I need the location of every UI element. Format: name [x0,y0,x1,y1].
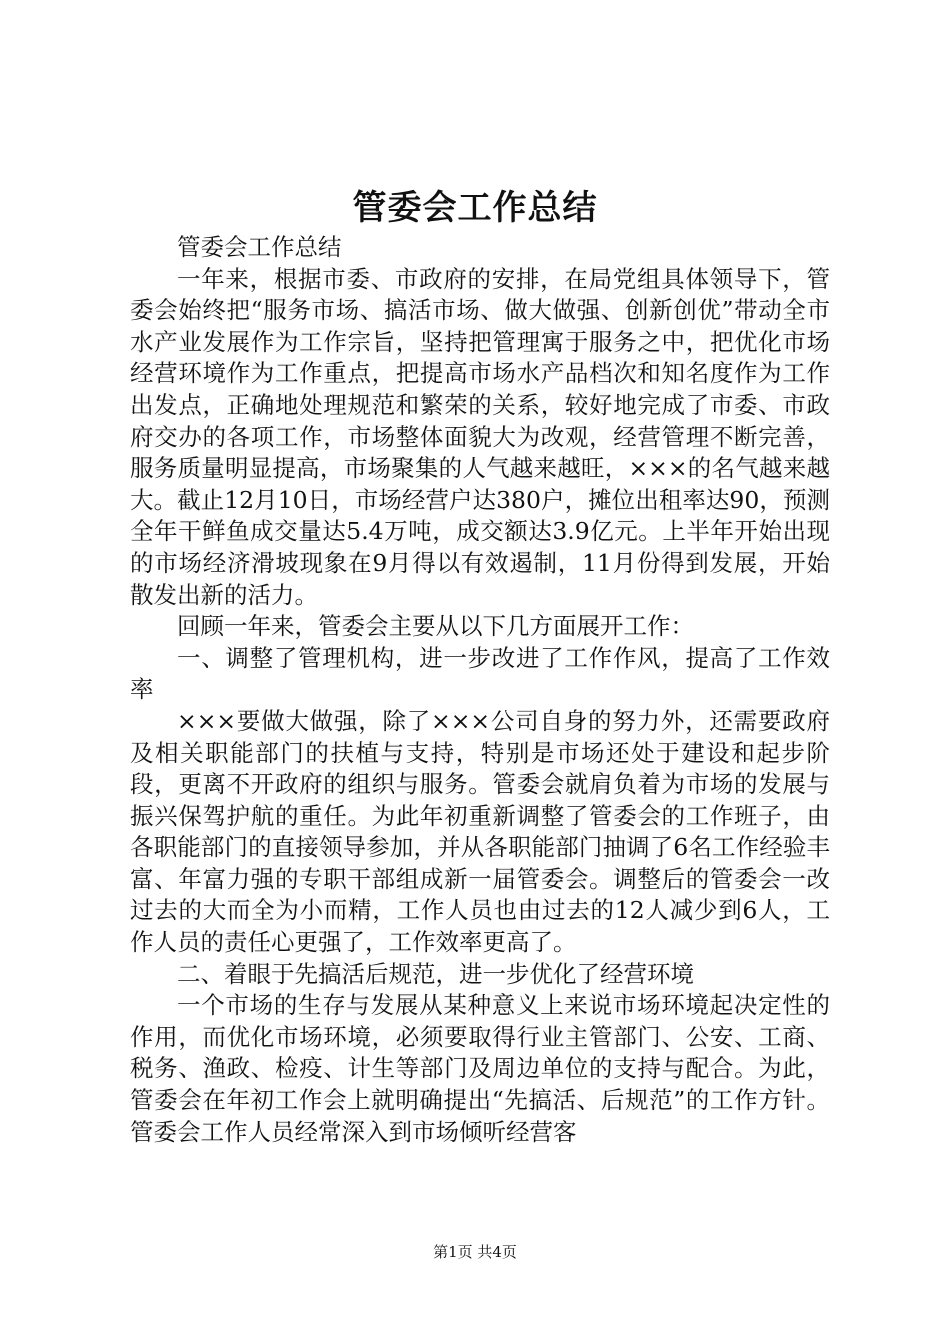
paragraph-section-2: 一个市场的生存与发展从某种意义上来说市场环境起决定性的作用，而优化市场环境，必须要取得行业主管部门、公安、工商、税务、渔政、检疫、计生等部门及周边单位的支持与配合。为此，管委会在年初工作会上就明确提出“先搞活、后规范”的工作方针。管委会工作人员经常深入到市场倾听经营客 [130,991,830,1146]
document-body [130,232,830,1148]
paragraph-section-1: ×××要做大做强，除了×××公司自身的努力外，还需要政府及相关职能部门的扶植与支持，特别是市场还处于建设和起步阶段，更离不开政府的组织与服务。管委会就肩负着为市场的发展与振兴保驾护航的重任。为此年初重新调整了管委会的工作班子，由各职能部门的直接领导参加，并从各职能部门抽调了6名工作经验丰富、年富力强的专职干部组成新一届管委会。调整后的管委会一改过去的大而全为小而精，工作人员也由过去的12人减少到6人，工作人员的责任心更强了，工作效率更高了。 [130,706,830,957]
section-heading-1: 一、调整了管理机构，进一步改进了工作作风，提高了工作效率 [130,643,830,704]
paragraph-overview: 一年来，根据市委、市政府的安排，在局党组具体领导下，管委会始终把“服务市场、搞活市场、做大做强、创新创优”带动全市水产业发展作为工作宗旨，坚持把管理寓于服务之中，把优化市场经营环境作为工作重点，把提高市场水产品档次和知名度作为工作出发点，正确地处理规范和繁荣的关系，较好地完成了市委、市政府交办的各项工作，市场整体面貌大为改观，经营管理不断完善，服务质量明显提高，市场聚集的人气越来越旺，×××的名气越来越大。截止12月10日，市场经营户达380户，摊位出租率达90，预测全年干鲜鱼成交量达5.4万吨，成交额达3.9亿元。上半年开始出现的市场经济滑坡现象在9月得以有效遏制，11月份得到发展，开始散发出新的活力。 [130,264,830,609]
paragraph-heading: 管委会工作总结 [177,233,342,261]
paragraph-review-intro: 回顾一年来，管委会主要从以下几方面展开工作： [177,612,694,641]
page-number-footer: 第1页 共4页 [433,1243,517,1261]
section-heading-2: 二、着眼于先搞活后规范，进一步优化了经营环境 [177,959,694,988]
document-title: 管委会工作总结 [352,188,598,228]
